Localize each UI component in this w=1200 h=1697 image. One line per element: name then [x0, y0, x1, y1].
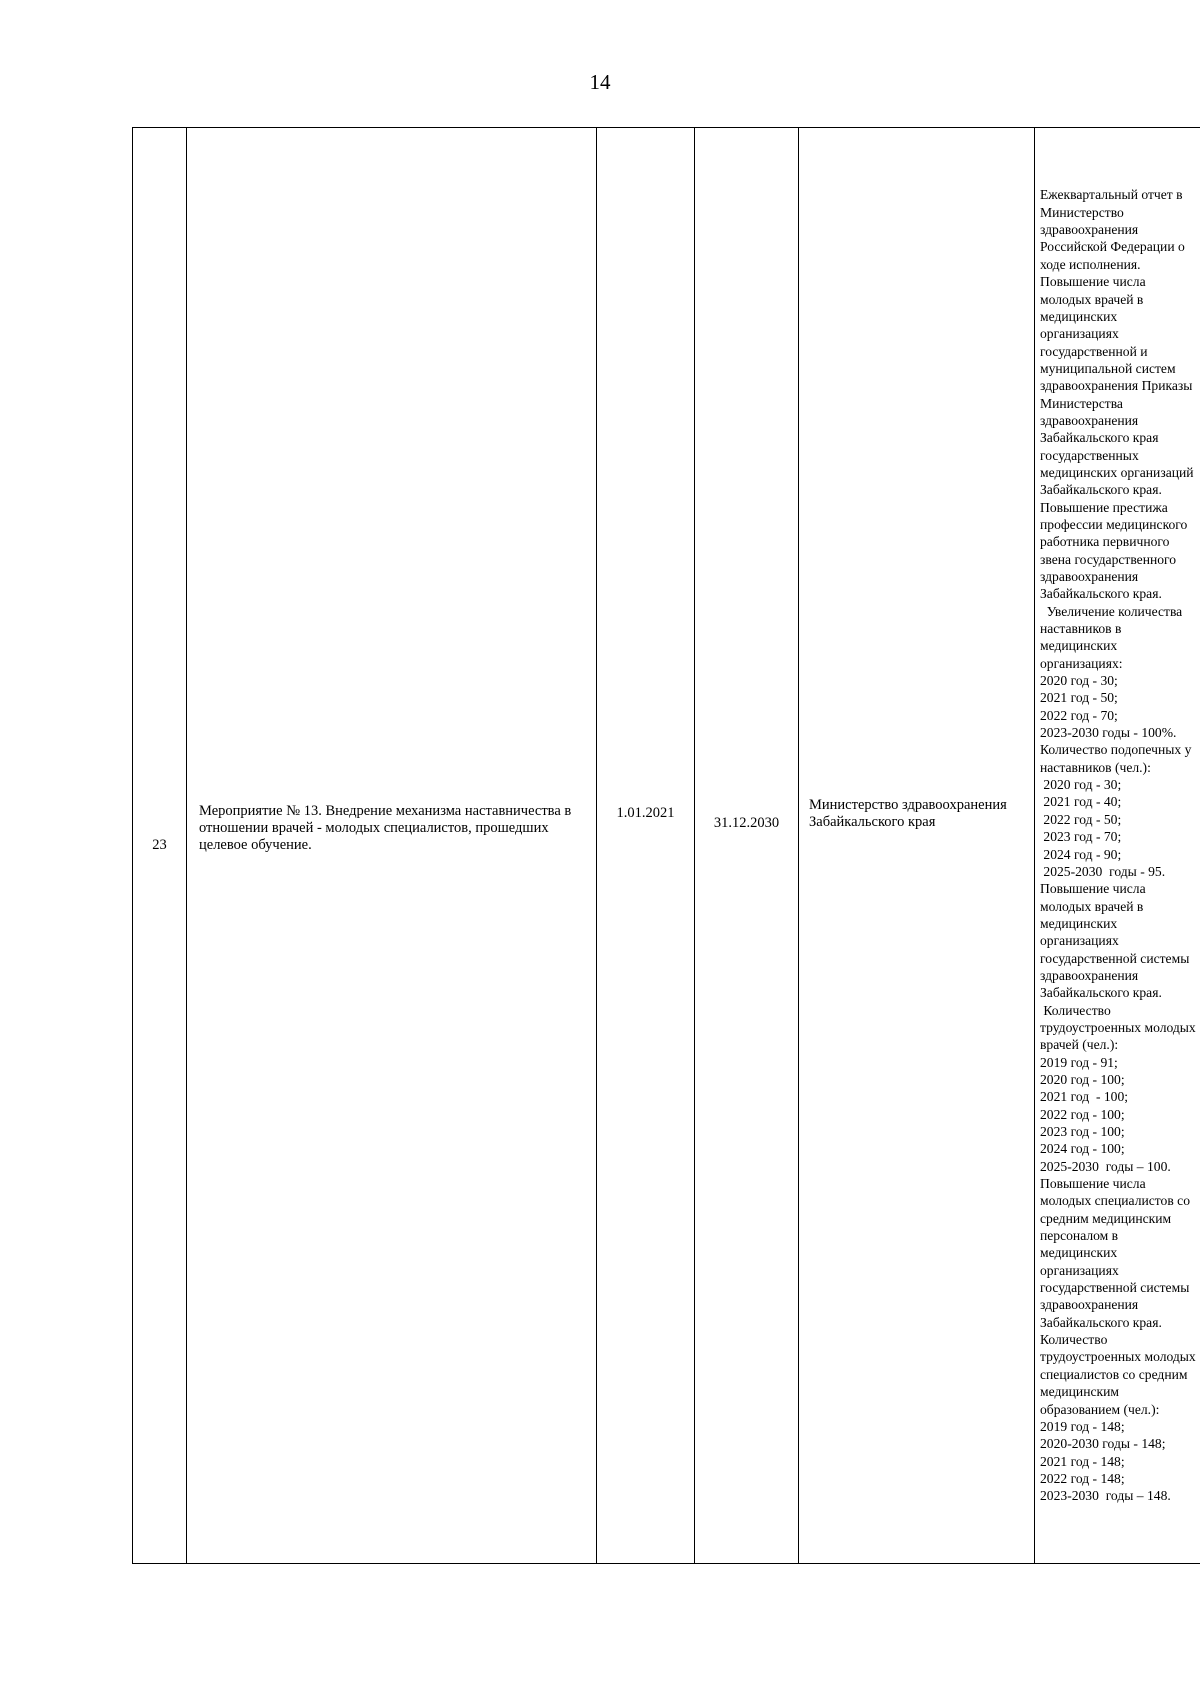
table-row — [133, 128, 1200, 1564]
end-date-cell — [695, 128, 799, 1564]
start-date: 1.01.2021 — [616, 805, 675, 821]
expected-result: Ежеквартальный отчет в Министерство здравоохранения Российской Федерации о ходе исполнения. Повышение числа молодых врачей в медицинских организациях государственной и муниципальной систем здравоохранения Приказы Министерства здравоохранения Забайкальского края государственных медицинских организаций Забайкальского края. Повышение престижа профессии медицинского работника первичного звена государственного здравоохранения Забайкальского края. Увеличение количества наставников в медицинских организациях: 2020 год - 30; 2021 год - 50; 2022 год - 70; 2023-2030 годы - 100%. Количество подопечных у наставников (чел.): 2020 год - 30; 2021 год - 40; 2022 год - 50; 2023 год - 70; 2024 год - 90; 2025-2030 годы - 95. Повышение числа молодых врачей в медицинских организациях государственной системы здравоохранения Забайкальского края. Количество трудоустроенных молодых врачей (чел.): 2019 год - 91; 2020 год - 100; 2021 год - 100; 2022 год - 100; 2023 год - 100; 2024 год - 100; 2025-2030 годы – 100. Повышение числа молодых специалистов со средним медицинским персоналом в медицинских организациях государственной системы здравоохранения Забайкальского края. Количество трудоустроенных молодых специалистов со средним медицинским образованием (чел.): 2019 год - 148; 2020-2030 годы - 148; 2021 год - 148; 2022 год - 148; 2023-2030 годы – 148. — [1040, 187, 1196, 1504]
result-cell — [1035, 128, 1200, 1564]
end-date: 31.12.2030 — [713, 815, 780, 831]
start-date-cell — [597, 128, 695, 1564]
row-number: 23 — [152, 837, 167, 853]
page-number: 14 — [589, 70, 611, 94]
measures-table — [132, 127, 1200, 1564]
responsible-executor: Министерство здравоохранения Забайкальского края — [809, 796, 1007, 830]
measure-description: Мероприятие № 13. Внедрение механизма наставничества в отношении врачей - молодых специалистов, прошедших целевое обучение. — [199, 803, 572, 853]
row-number-cell — [133, 128, 187, 1564]
description-cell — [187, 128, 597, 1564]
responsible-cell — [799, 128, 1035, 1564]
